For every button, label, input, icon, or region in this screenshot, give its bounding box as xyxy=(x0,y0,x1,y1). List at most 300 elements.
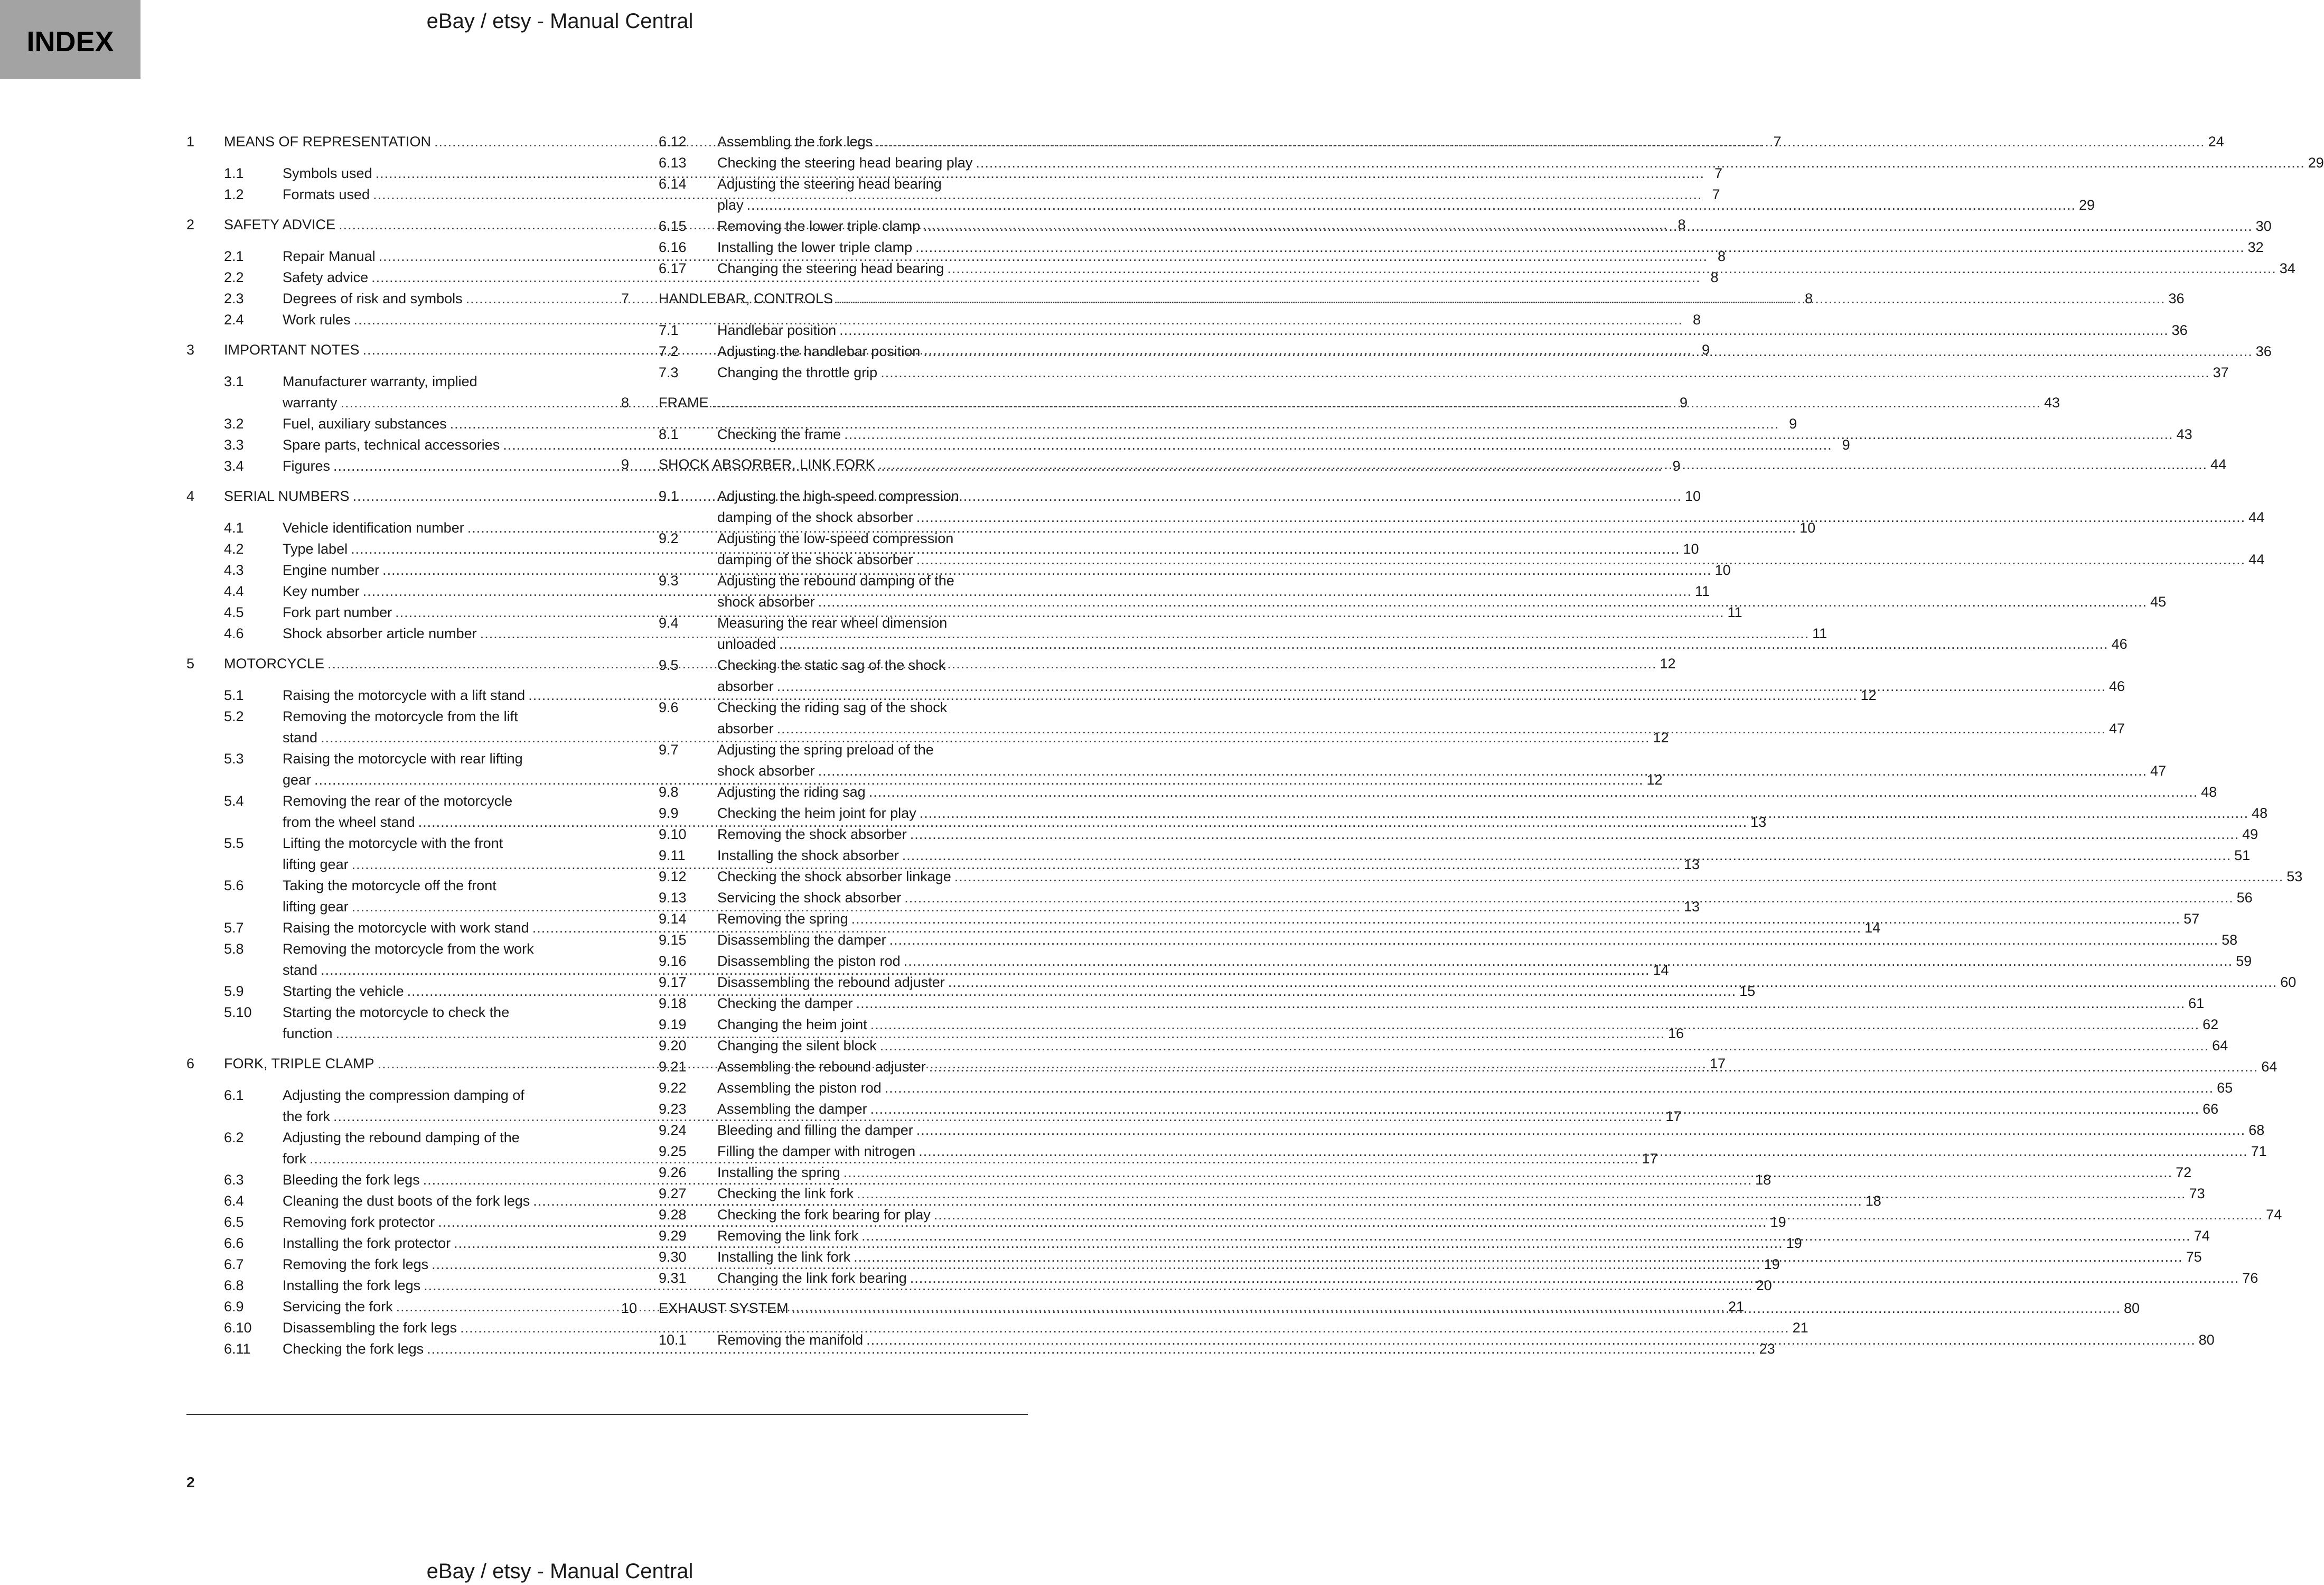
section-title-last-line xyxy=(717,1267,2258,1289)
section-page: 80 xyxy=(2198,1332,2215,1348)
chapter-number: 9 xyxy=(621,456,630,472)
chapter-title: SHOCK ABSORBER, LINK FORK xyxy=(659,456,875,472)
section-entry[interactable] xyxy=(659,908,2200,929)
section-title-last-line xyxy=(717,781,2217,803)
section-title-last-line xyxy=(717,591,2166,612)
section-number: 9.31 xyxy=(659,1270,687,1286)
section-title-line: damping of the shock absorber xyxy=(717,552,913,567)
section-number: 3.1 xyxy=(224,374,244,389)
section-body xyxy=(717,152,2324,173)
section-title-line: Adjusting the spring preload of the xyxy=(717,742,934,758)
section-title-line: absorber xyxy=(717,721,774,736)
section-page: 51 xyxy=(2234,847,2251,863)
section-title-last-line xyxy=(717,633,2128,655)
section-number: 9.2 xyxy=(659,530,679,546)
chapter-entry[interactable] xyxy=(621,392,2060,414)
section-list xyxy=(659,486,2303,1289)
section-title-line: stand xyxy=(283,962,318,978)
leader-dots xyxy=(910,824,2239,845)
section-number: 1.1 xyxy=(224,165,244,181)
section-title-last-line xyxy=(717,1329,2215,1350)
section-page: 23 xyxy=(1759,1341,1775,1357)
section-body xyxy=(717,528,2264,570)
chapter-number: 2 xyxy=(186,217,195,232)
section-number: 6.4 xyxy=(224,1193,244,1209)
section-title-last-line xyxy=(717,424,2192,445)
section-entry[interactable] xyxy=(659,320,2188,341)
leader-dots xyxy=(916,507,2245,528)
section-page: 58 xyxy=(2222,932,2238,948)
section-number: 6.9 xyxy=(224,1299,244,1314)
leader-dots xyxy=(923,216,2252,237)
section-page: 9 xyxy=(1789,416,1797,432)
section-title-last-line xyxy=(717,362,2229,383)
section-body xyxy=(717,845,2250,866)
section-number: 5.8 xyxy=(224,941,244,957)
section-body xyxy=(717,341,2272,362)
leader-dots xyxy=(779,633,2108,655)
leader-dots xyxy=(878,454,2207,476)
section-page: 56 xyxy=(2236,890,2253,906)
section-number: 1.2 xyxy=(224,187,244,202)
section-title-line: Starting the vehicle xyxy=(283,983,404,999)
leader-dots xyxy=(869,781,2198,803)
section-title-line: Vehicle identification number xyxy=(283,520,464,536)
section-body xyxy=(717,362,2229,383)
section-title-line: Checking the shock absorber linkage xyxy=(717,869,951,884)
leader-dots xyxy=(915,237,2244,258)
section-body xyxy=(717,1014,2218,1035)
section-entry[interactable] xyxy=(659,887,2253,908)
section-number: 2.2 xyxy=(224,269,244,285)
section-page: 37 xyxy=(2213,365,2229,380)
section-body xyxy=(717,1120,2264,1141)
leader-dots xyxy=(866,1329,2195,1350)
section-title-line: Engine number xyxy=(283,562,380,578)
section-number: 6.3 xyxy=(224,1172,244,1188)
leader-dots xyxy=(916,549,2245,570)
section-body xyxy=(717,972,2296,993)
chapter-title: IMPORTANT NOTES xyxy=(224,342,360,358)
section-title-line: Lifting the motorcycle with the front xyxy=(283,835,503,851)
section-number: 4.1 xyxy=(224,520,244,536)
section-number: 4.6 xyxy=(224,626,244,641)
section-title-line: Checking the steering head bearing play xyxy=(717,155,973,171)
section-page: 62 xyxy=(2203,1017,2219,1032)
index-tab: INDEX xyxy=(0,0,140,79)
section-body xyxy=(717,824,2258,845)
section-body xyxy=(717,173,2095,216)
section-title-line: unloaded xyxy=(717,636,776,652)
section-body xyxy=(717,424,2192,445)
section-number: 6.1 xyxy=(224,1087,244,1103)
section-page: 11 xyxy=(1812,626,1828,641)
chapter-page: 80 xyxy=(2124,1300,2140,1316)
section-title-last-line xyxy=(717,887,2253,908)
section-title-line: Repair Manual xyxy=(283,248,376,264)
section-title-line: Installing the spring xyxy=(717,1164,840,1180)
section-page: 13 xyxy=(1750,814,1767,830)
section-number: 5.6 xyxy=(224,878,244,893)
section-number: 5.9 xyxy=(224,983,244,999)
section-page: 10 xyxy=(1714,562,1731,578)
section-page: 9 xyxy=(1842,437,1850,453)
section-title-line: Adjusting the rebound damping of the xyxy=(283,1130,520,1145)
section-title-last-line xyxy=(717,1225,2210,1246)
section-title-last-line xyxy=(717,507,2264,528)
section-page: 19 xyxy=(1764,1256,1780,1272)
section-title-line: Measuring the rear wheel dimension xyxy=(717,615,948,631)
section-title-line: function xyxy=(283,1025,333,1041)
section-title-line: Assembling the piston rod xyxy=(717,1080,882,1096)
section-entry[interactable] xyxy=(659,173,2095,216)
section-number: 9.19 xyxy=(659,1017,687,1032)
section-title-line: Type label xyxy=(283,541,348,557)
section-title-last-line xyxy=(717,237,2264,258)
section-title-line: Removing the spring xyxy=(717,911,848,927)
section-body xyxy=(717,131,2224,152)
leader-dots xyxy=(856,993,2185,1014)
section-page: 47 xyxy=(2150,763,2167,779)
section-title-last-line xyxy=(717,1098,2218,1120)
section-title-last-line xyxy=(717,1077,2233,1098)
section-number: 9.10 xyxy=(659,826,687,842)
section-title-line: Changing the steering head bearing xyxy=(717,260,944,276)
chapter-title: SERIAL NUMBERS xyxy=(224,488,350,504)
section-title-line: Bleeding the fork legs xyxy=(283,1172,420,1188)
leader-dots xyxy=(818,591,2147,612)
section-entry[interactable] xyxy=(659,824,2259,845)
section-number: 3.2 xyxy=(224,416,244,432)
chapter-number: 4 xyxy=(186,488,195,504)
section-body xyxy=(717,1077,2233,1098)
section-title-line: Key number xyxy=(283,583,360,599)
leader-dots xyxy=(954,866,2283,887)
section-number: 6.15 xyxy=(659,218,687,234)
chapter-number: 5 xyxy=(186,656,195,672)
section-number: 5.3 xyxy=(224,751,244,767)
section-page: 65 xyxy=(2217,1080,2233,1096)
chapter-page: 17 xyxy=(1710,1056,1726,1071)
section-title-line: fork xyxy=(283,1151,307,1167)
section-title-line: shock absorber xyxy=(717,763,815,779)
section-body xyxy=(717,258,2295,279)
footer-rule xyxy=(186,1414,1028,1415)
section-title-last-line xyxy=(717,131,2224,152)
leader-dots xyxy=(747,194,2076,216)
section-list xyxy=(659,131,2324,279)
section-page: 14 xyxy=(1864,920,1881,936)
section-page: 10 xyxy=(1683,541,1699,557)
section-number: 2.3 xyxy=(224,291,244,306)
section-title-line: Safety advice xyxy=(283,269,369,285)
section-body xyxy=(717,1035,2228,1056)
leader-dots xyxy=(885,1077,2214,1098)
section-page: 9 xyxy=(1679,395,1688,411)
toc-chapter xyxy=(621,288,2272,383)
section-title-line: Work rules xyxy=(283,312,351,328)
section-page: 21 xyxy=(1792,1320,1808,1336)
section-entry[interactable] xyxy=(659,424,2192,445)
section-title-last-line xyxy=(717,549,2264,570)
chapter-title: MEANS OF REPRESENTATION xyxy=(224,134,432,150)
section-body xyxy=(717,993,2204,1014)
leader-dots xyxy=(929,1056,2258,1077)
section-page: 64 xyxy=(2212,1038,2228,1053)
leader-dots xyxy=(839,320,2168,341)
section-title-line: Changing the heim joint xyxy=(717,1017,867,1032)
section-body xyxy=(717,237,2264,258)
section-title-last-line xyxy=(717,341,2272,362)
section-title-line: Removing the lower triple clamp xyxy=(717,218,921,234)
leader-dots xyxy=(916,1120,2245,1141)
section-body xyxy=(717,1204,2282,1225)
section-entry[interactable] xyxy=(659,1120,2265,1141)
section-entry[interactable] xyxy=(659,216,2272,237)
section-number: 6.12 xyxy=(659,134,687,150)
section-entry[interactable] xyxy=(659,1077,2233,1098)
section-page: 14 xyxy=(1653,962,1669,978)
section-entry[interactable] xyxy=(659,1035,2228,1056)
section-title-line: Servicing the fork xyxy=(283,1299,393,1314)
section-page: 29 xyxy=(2308,155,2324,171)
leader-dots xyxy=(844,424,2173,445)
section-title-last-line xyxy=(717,950,2252,972)
section-page: 19 xyxy=(1770,1214,1786,1230)
section-number: 7.2 xyxy=(659,343,679,359)
section-title-line: Adjusting the high-speed compression xyxy=(717,488,959,504)
section-title-last-line xyxy=(717,1246,2202,1267)
section-number: 9.3 xyxy=(659,573,679,589)
section-title-line: Raising the motorcycle with a lift stand xyxy=(283,687,526,703)
section-entry[interactable] xyxy=(224,1317,1808,1338)
section-page: 60 xyxy=(2280,974,2297,990)
chapter-title: SAFETY ADVICE xyxy=(224,217,336,232)
section-entry[interactable] xyxy=(659,258,2295,279)
section-page: 13 xyxy=(1684,899,1700,915)
section-entry[interactable] xyxy=(659,929,2238,950)
section-body xyxy=(717,929,2237,950)
section-page: 18 xyxy=(1755,1172,1772,1188)
section-number: 7.3 xyxy=(659,365,679,380)
section-page: 76 xyxy=(2242,1270,2259,1286)
section-entry[interactable] xyxy=(659,362,2229,383)
section-page: 11 xyxy=(1727,604,1742,620)
leader-dots xyxy=(934,1204,2263,1225)
section-number: 6.2 xyxy=(224,1130,244,1145)
section-title-line: damping of the shock absorber xyxy=(717,509,913,525)
section-title-line: lifting gear xyxy=(283,856,349,872)
leader-dots xyxy=(876,131,2205,152)
section-list xyxy=(659,424,2192,445)
section-page: 71 xyxy=(2251,1143,2267,1159)
section-page: 36 xyxy=(2255,343,2272,359)
section-body xyxy=(717,1183,2205,1204)
toc-right-column xyxy=(621,131,2324,1350)
section-title-last-line xyxy=(717,993,2204,1014)
section-number: 9.24 xyxy=(659,1122,687,1138)
section-entry[interactable] xyxy=(659,341,2272,362)
leader-dots xyxy=(777,718,2106,739)
section-page: 8 xyxy=(1710,269,1719,285)
section-entry[interactable] xyxy=(659,866,2303,887)
section-title-line: Removing the rear of the motorcycle xyxy=(283,793,513,809)
section-title-line: Adjusting the rebound damping of the xyxy=(717,573,954,589)
section-title-last-line xyxy=(717,216,2272,237)
section-body xyxy=(717,1162,2191,1183)
section-page: 13 xyxy=(1684,856,1700,872)
chapter-page: 9 xyxy=(1701,342,1710,358)
section-number: 5.1 xyxy=(224,687,244,703)
section-title-line: Disassembling the rebound adjuster xyxy=(717,974,945,990)
section-page: 46 xyxy=(2109,678,2125,694)
section-number: 5.5 xyxy=(224,835,244,851)
section-page: 74 xyxy=(2266,1207,2282,1223)
section-number: 2.4 xyxy=(224,312,244,328)
section-page: 66 xyxy=(2203,1101,2219,1117)
section-title-last-line xyxy=(717,1162,2191,1183)
leader-dots xyxy=(923,341,2252,362)
section-title-line: Checking the frame xyxy=(717,426,841,442)
section-number: 6.5 xyxy=(224,1214,244,1230)
section-title-line: the fork xyxy=(283,1108,331,1124)
section-title-last-line xyxy=(717,1183,2205,1204)
leader-dots xyxy=(870,1098,2199,1120)
section-title-last-line xyxy=(717,866,2302,887)
section-title-last-line xyxy=(717,824,2258,845)
section-page: 72 xyxy=(2176,1164,2192,1180)
leader-dots xyxy=(910,1267,2239,1289)
section-title-line: stand xyxy=(283,730,318,745)
section-title-last-line xyxy=(717,972,2296,993)
section-number: 9.4 xyxy=(659,615,679,631)
section-title-line: Installing the link fork xyxy=(717,1249,851,1265)
section-page: 9 xyxy=(1672,458,1681,474)
section-body xyxy=(717,612,2128,655)
section-number: 9.14 xyxy=(659,911,687,927)
chapter-number: 3 xyxy=(186,342,195,358)
section-title-line: Changing the silent block xyxy=(717,1038,877,1053)
chapter-page: 7 xyxy=(1773,134,1782,150)
section-page: 11 xyxy=(1695,583,1710,599)
section-title-line: gear xyxy=(283,772,312,788)
section-number: 9.26 xyxy=(659,1164,687,1180)
section-number: 9.15 xyxy=(659,932,687,948)
section-title-line: from the wheel stand xyxy=(283,814,415,830)
chapter-entry[interactable] xyxy=(621,454,2227,476)
toc-chapter xyxy=(621,454,2303,1289)
section-title-line: Fuel, auxiliary substances xyxy=(283,416,447,432)
leader-dots xyxy=(880,362,2209,383)
section-number: 9.27 xyxy=(659,1186,687,1201)
section-entry[interactable] xyxy=(659,237,2264,258)
section-page: 34 xyxy=(2279,260,2295,276)
section-body xyxy=(717,655,2125,697)
section-entry[interactable] xyxy=(659,131,2224,152)
section-title-line: Changing the link fork bearing xyxy=(717,1270,907,1286)
section-number: 9.17 xyxy=(659,974,687,990)
section-body xyxy=(717,887,2253,908)
chapter-title: FRAME xyxy=(659,395,709,411)
section-page: 8 xyxy=(1805,291,1813,306)
section-title-line: Degrees of risk and symbols xyxy=(283,291,463,306)
section-body xyxy=(717,486,2264,528)
leader-dots xyxy=(904,950,2233,972)
section-page: 75 xyxy=(2186,1249,2202,1265)
section-title-line: Removing the link fork xyxy=(717,1228,859,1244)
section-page: 24 xyxy=(2208,134,2224,150)
leader-dots xyxy=(919,1141,2247,1162)
section-title-line: Disassembling the damper xyxy=(717,932,886,948)
leader-dots xyxy=(902,845,2231,866)
section-page: 17 xyxy=(1665,1108,1682,1124)
section-title-line: Disassembling the fork legs xyxy=(283,1320,457,1336)
section-number: 6.11 xyxy=(224,1341,251,1357)
section-title-line: Adjusting the compression damping of xyxy=(283,1087,524,1103)
section-body xyxy=(717,908,2199,929)
leader-dots xyxy=(904,887,2233,908)
section-page: 16 xyxy=(1668,1025,1684,1041)
section-body xyxy=(717,320,2188,341)
section-page: 21 xyxy=(1728,1299,1745,1314)
leader-dots xyxy=(861,1225,2190,1246)
section-entry[interactable] xyxy=(659,781,2217,803)
toc-chapter xyxy=(621,392,2192,445)
section-number: 4.5 xyxy=(224,604,244,620)
section-title-line: Adjusting the handlebar position xyxy=(717,343,921,359)
section-body xyxy=(717,1267,2258,1289)
section-entry[interactable] xyxy=(659,993,2205,1014)
section-body xyxy=(717,781,2217,803)
section-number: 6.17 xyxy=(659,260,687,276)
chapter-title: EXHAUST SYSTEM xyxy=(659,1300,789,1316)
section-number: 9.28 xyxy=(659,1207,687,1223)
section-number: 4.2 xyxy=(224,541,244,557)
section-title-line: Adjusting the low-speed compression xyxy=(717,530,954,546)
leader-dots xyxy=(920,803,2248,824)
chapter-entry[interactable] xyxy=(621,288,2185,310)
section-entry[interactable] xyxy=(659,152,2324,173)
section-title-line: Removing the motorcycle from the work xyxy=(283,941,534,957)
section-title-line: Cleaning the dust boots of the fork legs xyxy=(283,1193,530,1209)
leader-dots xyxy=(976,152,2304,173)
section-title-line: Checking the riding sag of the shock xyxy=(717,700,948,715)
section-title-line: Shock absorber article number xyxy=(283,626,477,641)
section-page: 19 xyxy=(1786,1235,1802,1251)
section-number: 9.22 xyxy=(659,1080,687,1096)
chapter-number: 10 xyxy=(621,1300,638,1316)
section-title-last-line xyxy=(717,1204,2282,1225)
section-title-line: Spare parts, technical accessories xyxy=(283,437,500,453)
section-title-last-line xyxy=(717,1120,2264,1141)
section-title-last-line xyxy=(717,320,2188,341)
section-body xyxy=(717,216,2272,237)
section-page: 64 xyxy=(2261,1059,2278,1075)
leader-dots xyxy=(792,1298,2121,1319)
section-title-line: Symbols used xyxy=(283,165,372,181)
section-body xyxy=(717,1056,2277,1077)
leader-dots xyxy=(948,972,2277,993)
toc-chapter xyxy=(621,131,2324,279)
chapter-page: 43 xyxy=(2044,395,2060,411)
section-page: 74 xyxy=(2194,1228,2210,1244)
section-number: 2.1 xyxy=(224,248,244,264)
section-page: 17 xyxy=(1642,1151,1658,1167)
section-page: 44 xyxy=(2248,552,2265,567)
section-title-last-line xyxy=(717,152,2324,173)
section-title-line: Assembling the damper xyxy=(717,1101,867,1117)
chapter-number: 7 xyxy=(621,291,630,306)
